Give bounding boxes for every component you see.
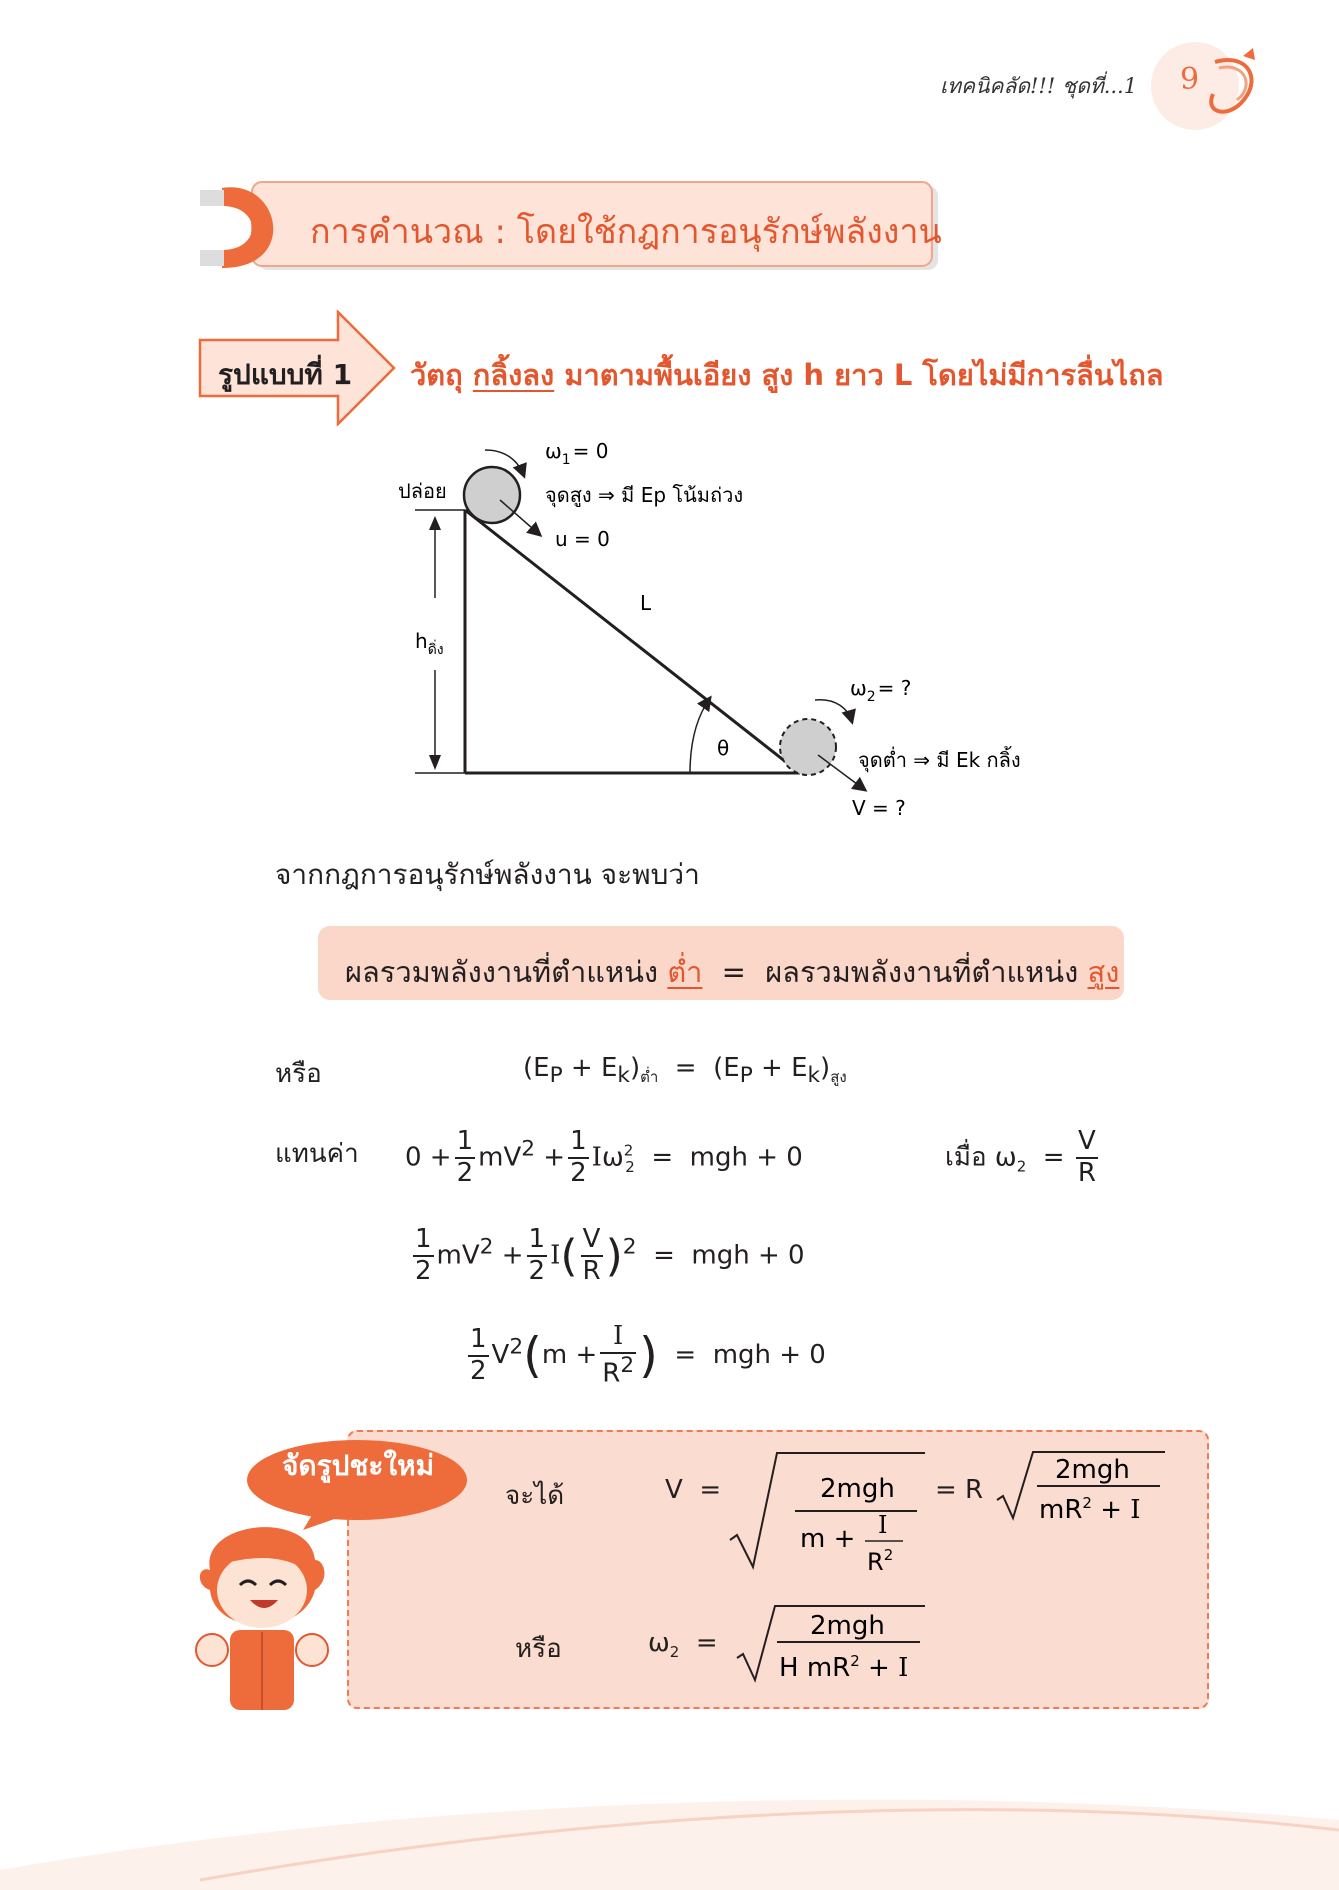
format-desc-pre: วัตถุ (410, 358, 463, 392)
high-point-label: จุดสูง ⇒ มี Ep โน้มถ่วง (545, 483, 744, 507)
velocity-label: V = ? (852, 796, 906, 820)
statement-low: ต่ำ (667, 955, 703, 989)
section-title: การคำนวณ : โดยใช้กฎการอนุรักษ์พลังงาน (310, 212, 942, 252)
rhs-1: mgh + 0 (689, 1142, 803, 1173)
sqrt-v-expression (725, 1445, 925, 1575)
substitute-label: แทนค่า (275, 1139, 359, 1169)
rhs-3: mgh + 0 (712, 1340, 826, 1371)
intro-text: จากกฎการอนุรักษ์พลังงาน จะพบว่า (275, 858, 700, 891)
condition-omega: เมื่อ $\omega_2$ = $\frac{V}{R}$ (945, 1126, 1096, 1188)
or-label: หรือ (275, 1059, 322, 1089)
when-label: เมื่อ (945, 1142, 987, 1173)
equation-conservation: $(E_P + E_k)_{ต่ำ} = (E_P + E_k)_{สูง}$ (523, 1053, 847, 1089)
solution-or-label: หรือ (515, 1634, 562, 1664)
svg-text:m +: m + (800, 1524, 856, 1554)
statement-part2: ผลรวมพลังงานที่ตำแหน่ง (765, 955, 1079, 989)
inclined-plane-diagram (380, 430, 1080, 830)
ball-top (464, 467, 520, 523)
svg-text:I: I (878, 1511, 888, 1539)
release-label: ปล่อย (398, 479, 447, 503)
get-label: จะได้ (505, 1481, 565, 1511)
sqrt-omega-numerator: 2mgh (810, 1611, 885, 1641)
footer-swoosh (0, 1760, 1339, 1890)
omega1-label: $\omega_1 = 0$ (545, 439, 609, 468)
format-desc-underlined: กลิ้งลง (472, 358, 555, 392)
svg-text:mR2 + I: $mR^2 + I$ (1039, 1494, 1141, 1525)
low-point-label: จุดต่ำ ⇒ มี Ek กลิ้ง (858, 748, 1021, 772)
equation-step2: $\frac{1}{2}$ $mV^2$ + $\frac{1}{2}$ I( $\frac{V}{R}$ )$^2$ = mgh + 0 (415, 1224, 805, 1286)
ball-bottom (780, 719, 836, 775)
svg-text:H mR2 + I: H $mR^2 + I$ (779, 1652, 909, 1683)
v-equals: V = (665, 1475, 722, 1505)
height-label: $h_{ดิ่ง}$ (415, 629, 444, 658)
statement-high: สูง (1087, 955, 1120, 989)
u-label: u = 0 (555, 527, 610, 551)
sqrt-r-expression (995, 1448, 1170, 1528)
omega2-equals: $\omega_2$ = (648, 1628, 718, 1662)
format-desc-post: มาตามพื้นเอียง สูง h ยาว L โดยไม่มีการลื่นไถล (564, 358, 1164, 392)
statement-equals: = (721, 955, 746, 989)
format-description (410, 352, 1164, 398)
statement-part1: ผลรวมพลังงานที่ตำแหน่ง (345, 955, 659, 989)
rhs-2: mgh + 0 (691, 1240, 805, 1271)
energy-statement (345, 949, 1119, 995)
incline-triangle (465, 510, 800, 773)
mascot-boy-icon (190, 1500, 340, 1710)
series-title: เทคนิคลัด!!! ชุดที่...1 (940, 74, 1138, 98)
page-number: 9 (1180, 62, 1200, 97)
svg-text:R2: $R^2$ (867, 1546, 894, 1575)
theta-label: θ (717, 736, 730, 760)
page-badge-swirl-icon (1145, 42, 1275, 132)
r-equals: = R (935, 1475, 984, 1505)
omega2-label: $\omega_2$ = ? (850, 676, 912, 705)
sqrt-numerator: 2mgh (820, 1474, 895, 1504)
format-label: รูปแบบที่ 1 (218, 358, 353, 391)
bubble-text: จัดรูปชะใหม่ (282, 1449, 435, 1482)
length-label: L (640, 591, 652, 615)
sqrt-omega-expression (735, 1600, 930, 1690)
equation-step3: $\frac{1}{2}$ $V^2(m$ + $\frac{I}{R^2}$ ) = mgh + 0 (470, 1321, 826, 1389)
sqrt-r-numerator: 2mgh (1055, 1455, 1130, 1485)
equation-substituted: 0 + $\frac{1}{2}$ $mV^2$ + $\frac{1}{2}$ $I\omega^2_2$ = mgh + 0 (405, 1126, 803, 1188)
